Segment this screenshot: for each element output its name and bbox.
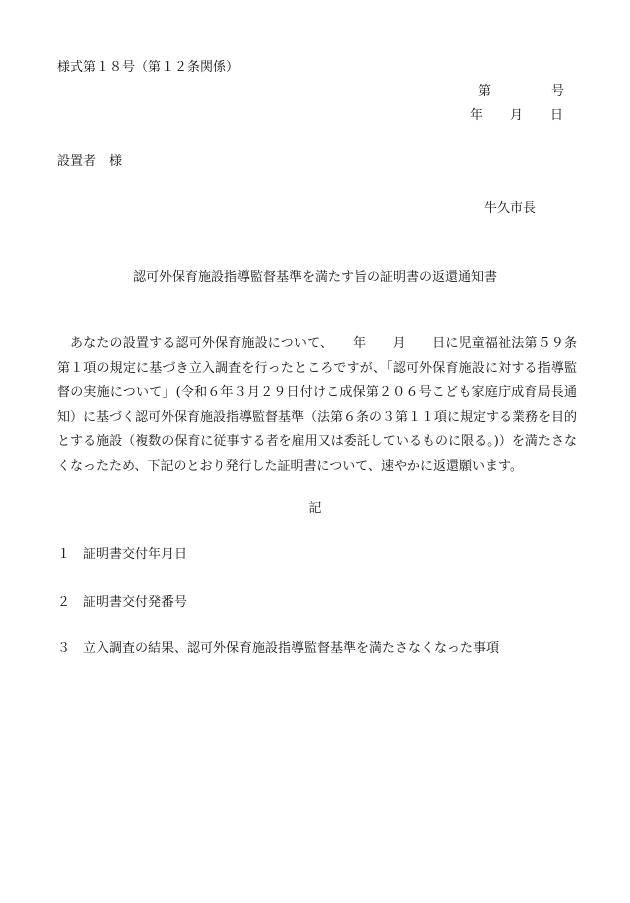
- recipient: 設置者 様: [57, 154, 123, 169]
- number-suffix: 号: [550, 84, 564, 99]
- list-item: [57, 548, 187, 561]
- form-label: 様式第１８号（第１２条関係）: [57, 60, 240, 75]
- ki-heading: 記: [308, 501, 322, 516]
- item-label: 証明書交付発番号: [83, 595, 188, 610]
- body-paragraph: あなたの設置する認可外保育施設について、 年 月 日に児童福祉法第５９条第１項の規定に基づき立入調査を行ったところですが、「認可外保育施設に対する指導監督の実施について」(令和６年３月２９日付けこ成保第２０６号こども家庭庁成育局長通知）に基づく認可外保育施設指導監督基準（法第６条の３第１１項に規定する業務を目的とする施設（複数の保育に従事する者を雇用又は委託しているものに限る。)）を満たさなくなったため、下記のとおり発行した証明書について、速やかに返還願います。: [57, 336, 578, 474]
- document-title: 認可外保育施設指導監督基準を満たす旨の証明書の返還通知書: [132, 270, 497, 285]
- list-item: [57, 642, 499, 655]
- date-year: 年: [470, 108, 484, 123]
- item-label: 立入調査の結果、認可外保育施設指導監督基準を満たさなくなった事項: [83, 641, 500, 656]
- date-day: 日: [550, 108, 564, 123]
- list-item: [57, 596, 187, 609]
- item-label: 証明書交付年月日: [83, 547, 188, 562]
- date-month: 月: [510, 108, 524, 123]
- issuer: 牛久市長: [484, 201, 537, 216]
- item-number: ３: [57, 641, 71, 656]
- item-number: ２: [57, 595, 71, 610]
- item-number: １: [57, 547, 71, 562]
- number-prefix: 第: [478, 84, 492, 99]
- body-text: [57, 332, 577, 480]
